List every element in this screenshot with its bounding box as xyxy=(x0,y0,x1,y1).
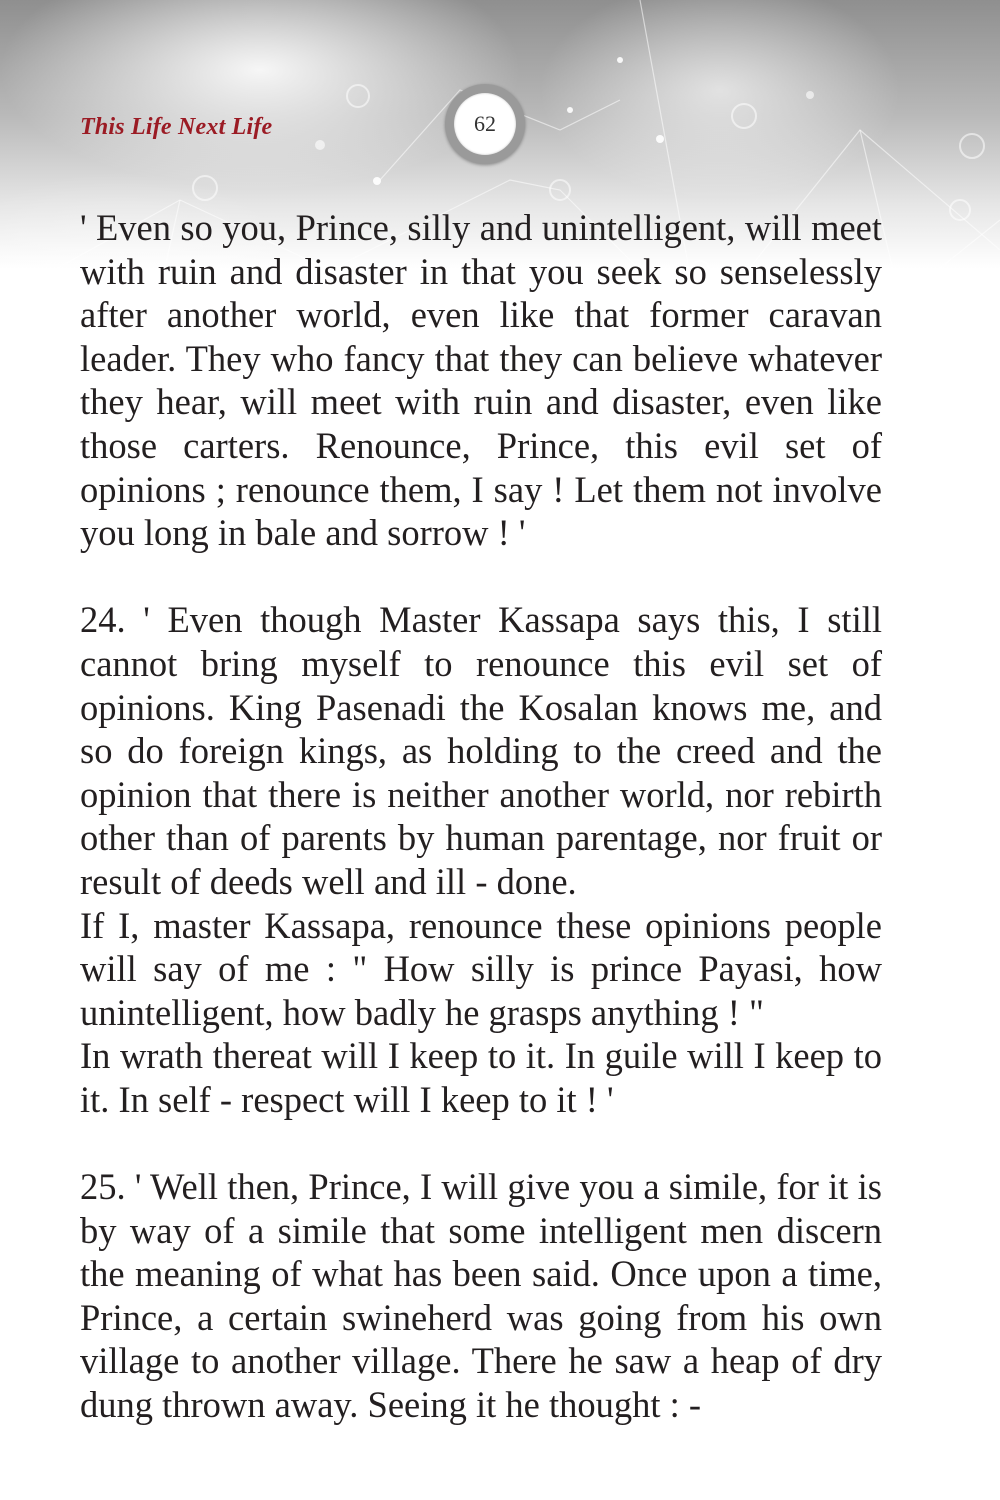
paragraph-1: ' Even so you, Prince, silly and unintelligent, will meet with ruin and disaster in that you seek so senselessly after another world, even like that former caravan leader. They who fancy that they can believe whatever they hear, will meet with ruin and disaster, even like those carters. Renounce, Prince, this evil set of opinions ; renounce them, I say ! Let them not involve you long in bale and sorrow ! ' xyxy=(80,207,882,554)
paragraph-24-continuation-1: If I, master Kassapa, renounce these opinions people will say of me : " How silly is prince Payasi, how unintelligent, how badly he grasps anything ! " xyxy=(80,904,882,1033)
paragraph-gap xyxy=(80,555,882,599)
page-body xyxy=(80,206,882,1427)
paragraph-24: 24. ' Even though Master Kassapa says this, I still cannot bring myself to renounce this evil set of opinions. King Pasenadi the Kosalan knows me, and so do foreign kings, as holding to the creed and the opinion that there is neither another world, nor rebirth other than of parents by human parentage, nor fruit or result of deeds well and ill - done. xyxy=(80,599,882,902)
page-number-badge xyxy=(445,84,525,164)
paragraph-gap xyxy=(80,1121,882,1165)
paragraph-24-continuation-2: In wrath thereat will I keep to it. In guile will I keep to it. In self - respect will I keep to it ! ' xyxy=(80,1035,882,1120)
running-title: This Life Next Life xyxy=(80,114,273,140)
page-number: 62 xyxy=(454,93,516,155)
page-header xyxy=(0,0,1000,200)
paragraph-25: 25. ' Well then, Prince, I will give you a simile, for it is by way of a simile that some intelligent men discern the meaning of what has been said. Once upon a time, Prince, a certain swineherd was going from his own village to another village. There he saw a heap of dry dung thrown away. Seeing it he thought : - xyxy=(80,1166,882,1426)
